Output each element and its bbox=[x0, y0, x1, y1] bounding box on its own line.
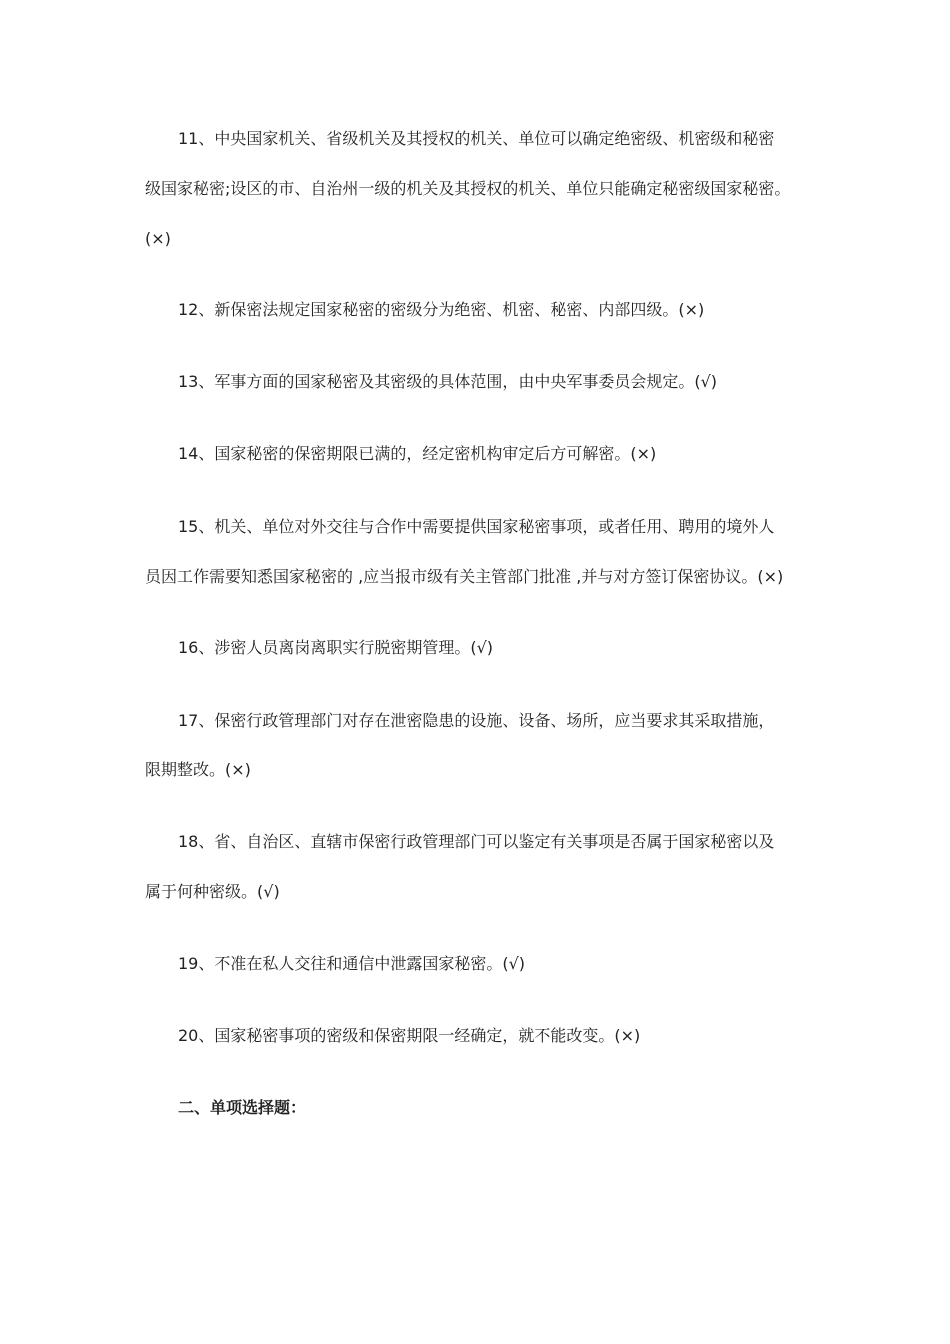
question-16-line-1: 16、涉密人员离岗离职实行脱密期管理。(√) bbox=[178, 638, 494, 657]
question-17-line-1: 17、保密行政管理部门对存在泄密隐患的设施、设备、场所，应当要求其采取措施， bbox=[178, 711, 775, 730]
question-13-line-1: 13、军事方面的国家秘密及其密级的具体范围，由中央军事委员会规定。(√) bbox=[178, 372, 718, 391]
question-11-line-1: 11、中央国家机关、省级机关及其授权的机关、单位可以确定绝密级、机密级和秘密 bbox=[178, 129, 775, 148]
question-18-line-1: 18、省、自治区、直辖市保密行政管理部门可以鉴定有关事项是否属于国家秘密以及 bbox=[178, 832, 775, 851]
question-11-line-2: 级国家秘密;设区的市、自治州一级的机关及其授权的机关、单位只能确定秘密级国家秘密。 bbox=[145, 179, 791, 198]
question-15-line-2: 员因工作需要知悉国家秘密的 ,应当报市级有关主管部门批准 ,并与对方签订保密协议。(×) bbox=[145, 567, 784, 586]
section-heading: 二、单项选择题： bbox=[178, 1098, 307, 1117]
question-11-line-3: (×) bbox=[145, 229, 171, 248]
question-20-line-1: 20、国家秘密事项的密级和保密期限一经确定，就不能改变。(×) bbox=[178, 1026, 641, 1045]
question-12-line-1: 12、新保密法规定国家秘密的密级分为绝密、机密、秘密、内部四级。(×) bbox=[178, 300, 705, 319]
question-19-line-1: 19、不准在私人交往和通信中泄露国家秘密。(√) bbox=[178, 954, 526, 973]
question-17-line-2: 限期整改。(×) bbox=[145, 760, 251, 779]
question-14-line-1: 14、国家秘密的保密期限已满的，经定密机构审定后方可解密。(×) bbox=[178, 444, 657, 463]
question-18-line-2: 属于何种密级。(√) bbox=[145, 882, 280, 901]
question-15-line-1: 15、机关、单位对外交往与合作中需要提供国家秘密事项，或者任用、聘用的境外人 bbox=[178, 517, 775, 536]
